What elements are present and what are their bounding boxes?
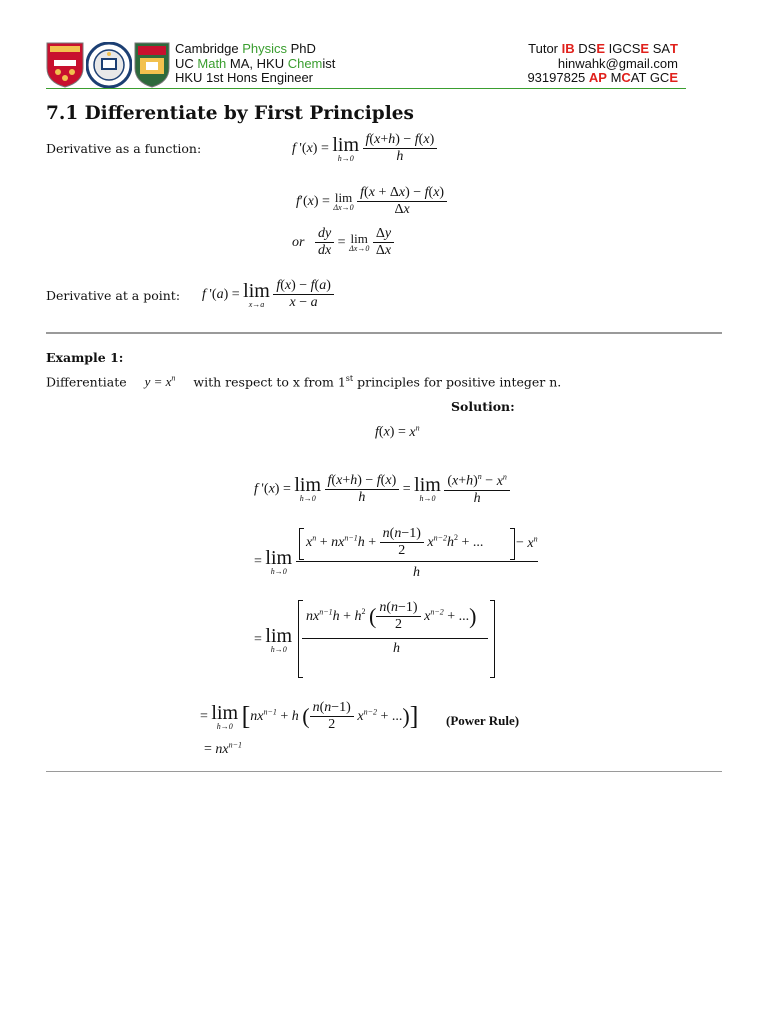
derivation-result: = $nx^{n-1}$ — [204, 740, 243, 757]
chem-word: Chem — [287, 55, 323, 71]
derivation-step2-den: h — [413, 565, 420, 580]
hku-crest-icon — [134, 42, 170, 88]
formula-dy-dx: or $\frac{dy}{dx}$ = lim Δx→0 $\frac{\Delta y}{\Delta x}$ — [292, 226, 394, 259]
formula-derivative-point: f '(a) = lim x→a $\frac{f(x) - f(a)}{x - a}$ — [202, 278, 334, 311]
header-line2-a: UC — [175, 55, 198, 71]
header-divider — [46, 88, 686, 89]
differentiate-word: Differentiate — [46, 374, 127, 390]
formula-delta-x: f′(x) = lim Δx→0 $\frac{f(x + \Delta x) - f(x)}{\Delta x}$ — [296, 185, 447, 218]
header-line1-end: PhD — [287, 41, 316, 56]
derivation-step2-minus: − $x^n$ — [516, 534, 538, 551]
divider-2 — [46, 771, 722, 772]
statement-part2: principles for positive integer n. — [353, 374, 562, 390]
divider-1 — [46, 332, 722, 334]
step2-bracket-right — [510, 528, 515, 560]
formula-derivative-function: f '(x) = lim h→0 $\frac{f(x+h) - f(x)}{h}$ — [292, 132, 437, 165]
tutor-contact — [527, 42, 678, 86]
derivation-step3-lim: = lim h→0 — [254, 625, 293, 654]
section-title: 7.1 Differentiate by First Principles — [46, 103, 414, 124]
phone-line: 93197825 AP MCAT GCE — [527, 70, 678, 85]
step3-bracket-left — [298, 600, 303, 678]
header-line1: Cambridge — [175, 41, 243, 56]
derivation-step2-bar — [296, 561, 538, 562]
label-derivative-function: Derivative as a function: — [46, 141, 202, 156]
header-line2-b: MA, HKU — [226, 55, 288, 71]
math-word: Math — [197, 55, 227, 71]
derivation-step2-num: $x^n + nx^{n-1}h$ + $\frac{n(n-1)}{2}$ $x^{n-2}h^2$ + ... — [306, 526, 484, 559]
power-rule-label: (Power Rule) — [446, 713, 520, 728]
formula-y-xn: $y = x^n$ — [144, 374, 176, 390]
uc-seal-icon — [86, 42, 132, 88]
derivation-step2-lim: = lim h→0 — [254, 547, 293, 576]
derivation-step4: = lim h→0 [$nx^{n-1} + h$ ( $\frac{n(n-1)}{2}$ $x^{n-2}$ + ...)] — [200, 700, 419, 733]
derivation-step3-num: $nx^{n-1}h + h^2$ ( $\frac{n(n-1)}{2}$ $x^{n-2}$ + ...) — [306, 600, 477, 633]
email-text[interactable]: hinwahk@gmail.com — [557, 55, 678, 71]
header-line3: HKU 1st Hons Engineer — [175, 70, 314, 85]
header-line2-c: ist — [322, 55, 336, 71]
st-superscript: st — [345, 374, 354, 384]
derivation-step3-bar — [302, 638, 488, 639]
cambridge-crest-icon — [46, 42, 84, 88]
tutor-credentials — [175, 42, 335, 86]
label-derivative-point: Derivative at a point: — [46, 288, 181, 303]
step3-bracket-right — [490, 600, 495, 678]
example-heading: Example 1: — [46, 350, 124, 365]
derivation-step3-den: h — [393, 641, 400, 656]
solution-heading: Solution: — [451, 399, 515, 414]
derivation-step1: f '(x) = lim h→0 $\frac{f(x+h) - f(x)}{h}$ = lim h→0 $\frac{(x+h)^n - x^n}{h}$ — [254, 472, 510, 507]
example-statement — [46, 374, 561, 390]
tutor-subjects: Tutor IB DSE IGCSE SAT — [528, 41, 678, 56]
physics-word: Physics — [242, 41, 287, 56]
formula-fx-xn: $f(x) = x^n$ — [375, 423, 420, 440]
statement-part1: with respect to x from 1 — [193, 374, 346, 390]
step2-bracket-left — [299, 528, 304, 560]
